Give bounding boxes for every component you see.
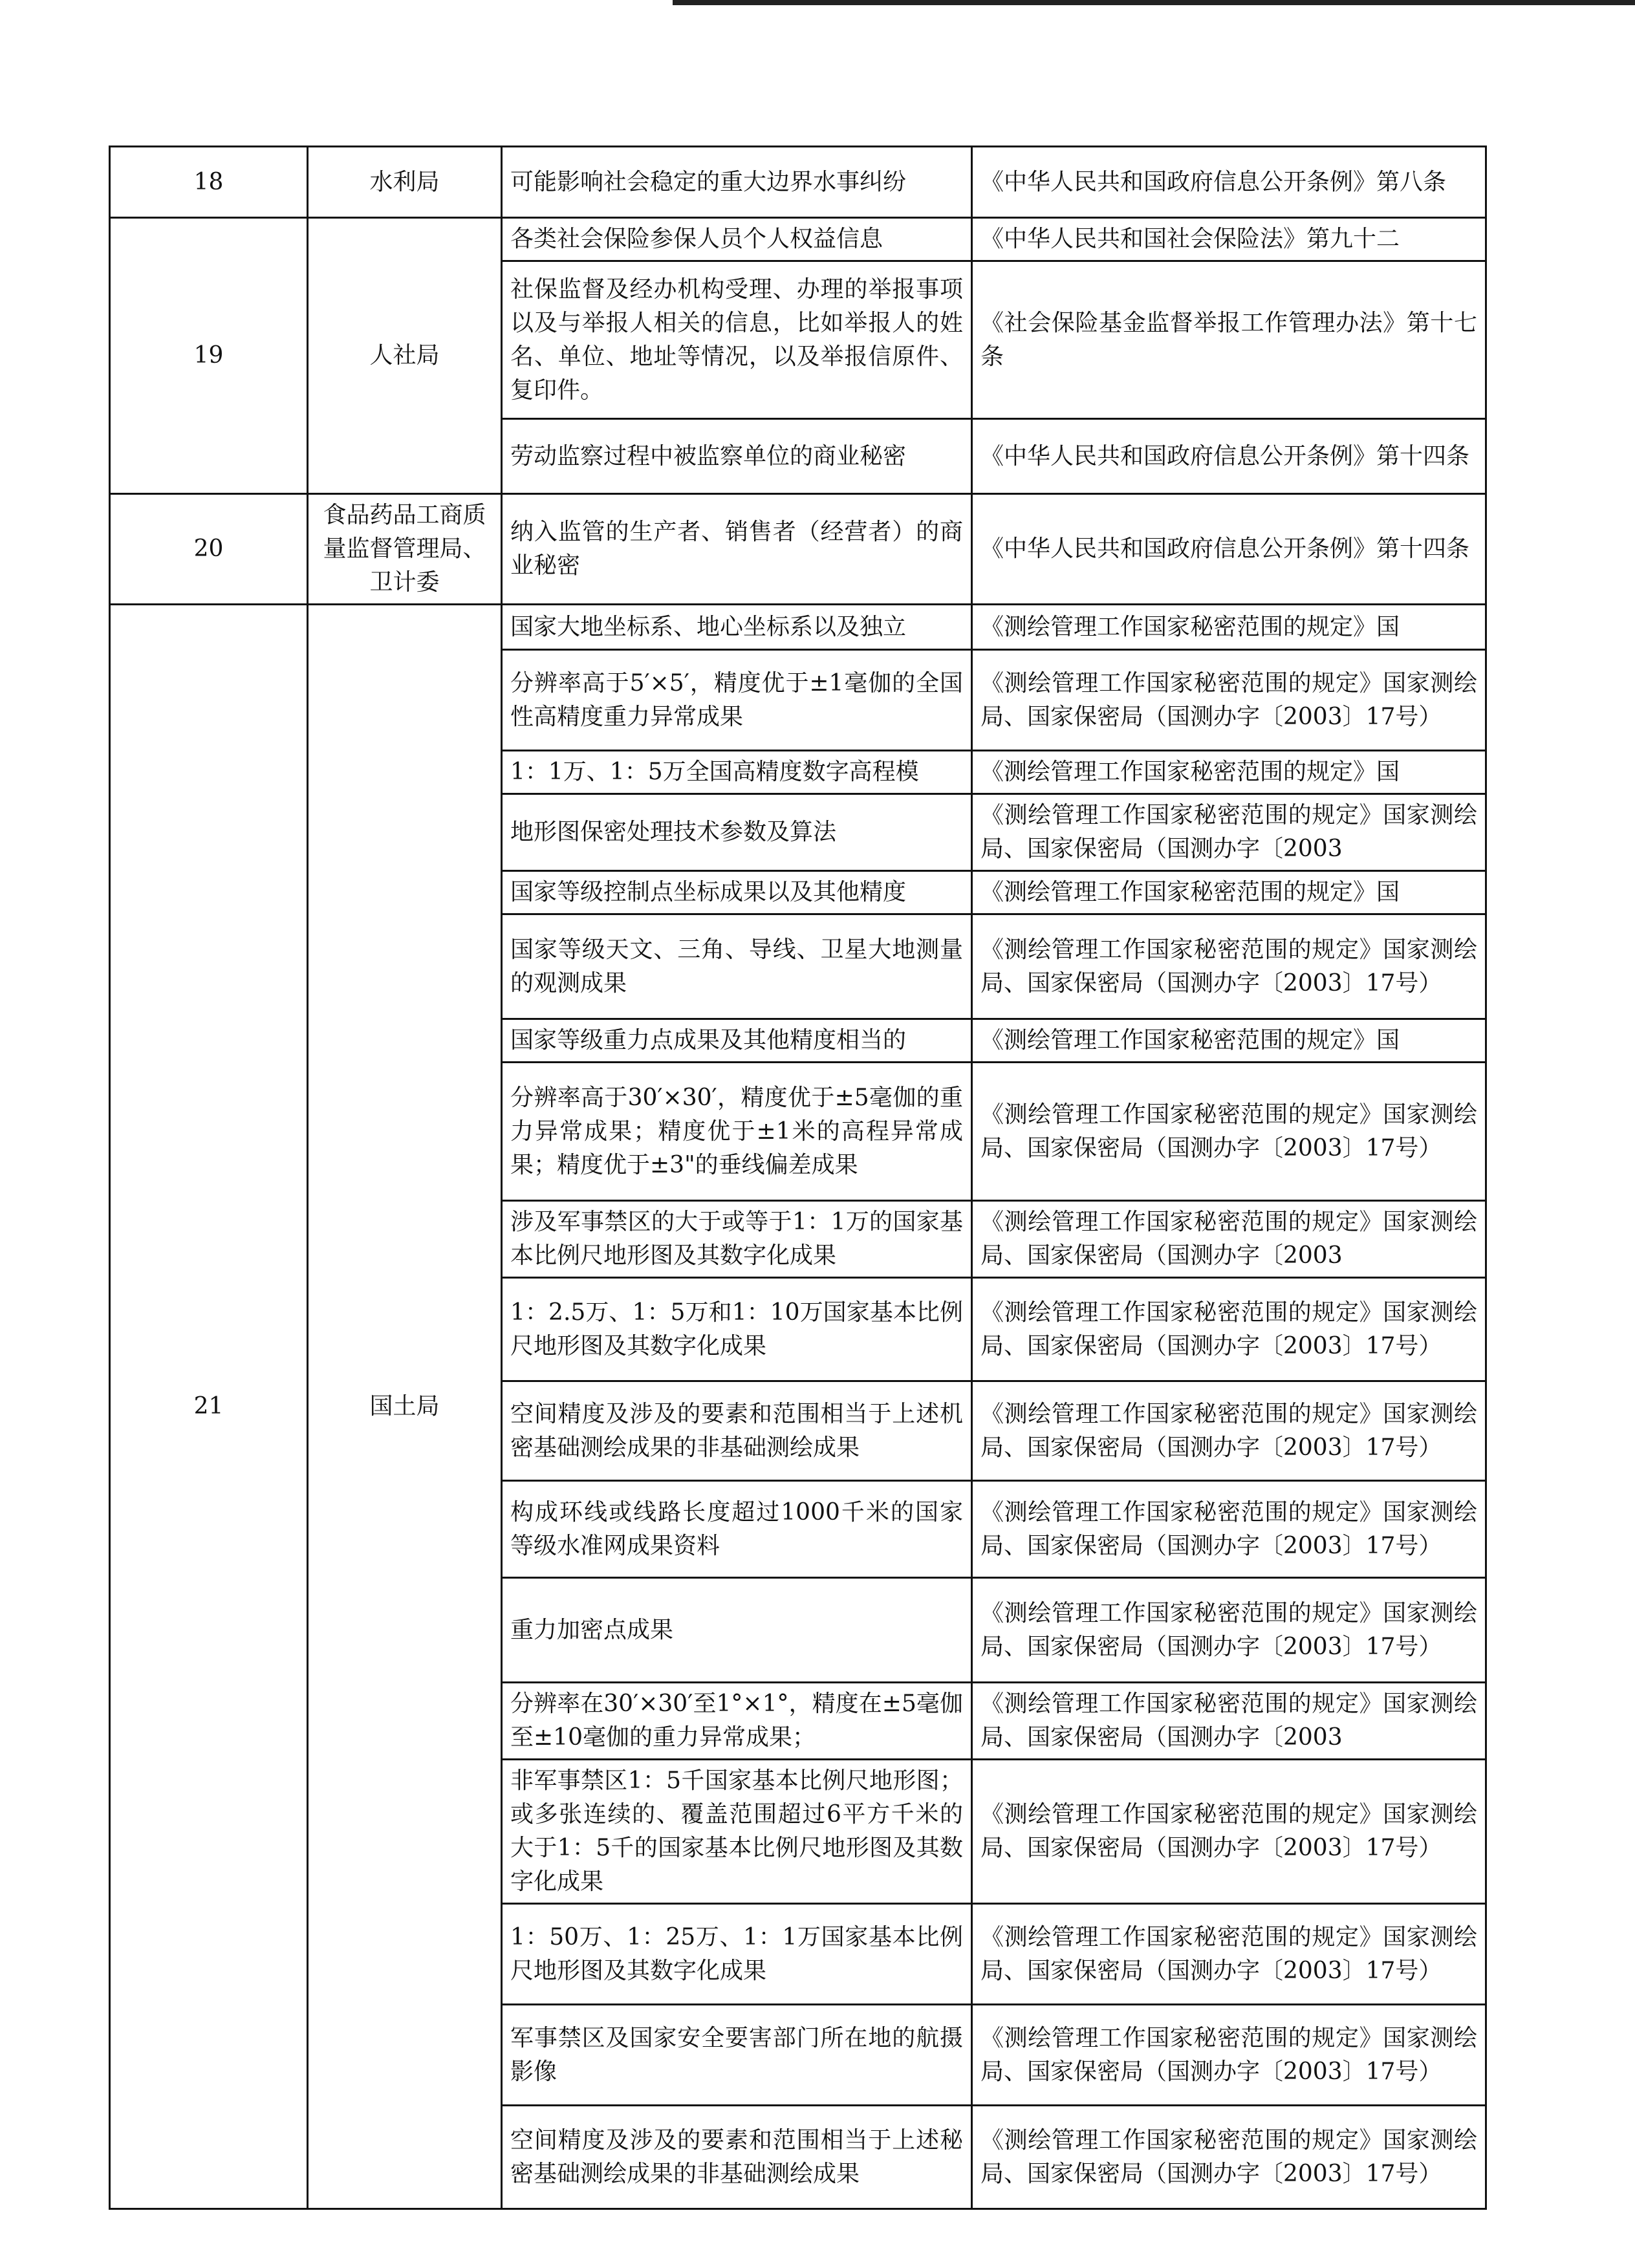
department: 人社局	[308, 218, 502, 494]
legal-basis: 《中华人民共和国社会保险法》第九十二	[972, 218, 1486, 261]
item-description: 分辨率高于30′×30′，精度优于±5毫伽的重力异常成果；精度优于±1米的高程异常成果；精度优于±3"的垂线偏差成果	[502, 1063, 972, 1201]
item-description: 1：50万、1：25万、1：1万国家基本比例尺地形图及其数字化成果	[502, 1904, 972, 2005]
item-description: 构成环线或线路长度超过1000千米的国家等级水准网成果资料	[502, 1481, 972, 1578]
table-row	[110, 218, 1486, 261]
item-description: 地形图保密处理技术参数及算法	[502, 794, 972, 871]
exemption-table	[109, 146, 1487, 2210]
legal-basis: 《测绘管理工作国家秘密范围的规定》国	[972, 1019, 1486, 1063]
legal-basis: 《测绘管理工作国家秘密范围的规定》国家测绘局、国家保密局（国测办字〔2003〕17号）	[972, 2106, 1486, 2209]
legal-basis: 《测绘管理工作国家秘密范围的规定》国	[972, 871, 1486, 914]
table-row	[110, 605, 1486, 650]
legal-basis: 《中华人民共和国政府信息公开条例》第十四条	[972, 494, 1486, 605]
item-description: 各类社会保险参保人员个人权益信息	[502, 218, 972, 261]
item-description: 国家等级重力点成果及其他精度相当的	[502, 1019, 972, 1063]
item-description: 社保监督及经办机构受理、办理的举报事项以及与举报人相关的信息，比如举报人的姓名、单位、地址等情况，以及举报信原件、复印件。	[502, 261, 972, 419]
item-description: 可能影响社会稳定的重大边界水事纠纷	[502, 147, 972, 218]
legal-basis: 《测绘管理工作国家秘密范围的规定》国家测绘局、国家保密局（国测办字〔2003〕17号）	[972, 1381, 1486, 1481]
item-description: 国家大地坐标系、地心坐标系以及独立	[502, 605, 972, 650]
legal-basis: 《测绘管理工作国家秘密范围的规定》国	[972, 605, 1486, 650]
department: 食品药品工商质量监督管理局、卫计委	[308, 494, 502, 605]
item-description: 分辨率高于5′×5′，精度优于±1毫伽的全国性高精度重力异常成果	[502, 650, 972, 751]
legal-basis: 《测绘管理工作国家秘密范围的规定》国	[972, 751, 1486, 794]
item-description: 涉及军事禁区的大于或等于1：1万的国家基本比例尺地形图及其数字化成果	[502, 1201, 972, 1278]
legal-basis: 《测绘管理工作国家秘密范围的规定》国家测绘局、国家保密局（国测办字〔2003〕17号）	[972, 914, 1486, 1019]
item-description: 分辨率在30′×30′至1°×1°，精度在±5毫伽至±10毫伽的重力异常成果；	[502, 1683, 972, 1760]
legal-basis: 《测绘管理工作国家秘密范围的规定》国家测绘局、国家保密局（国测办字〔2003〕17号）	[972, 1481, 1486, 1578]
legal-basis: 《中华人民共和国政府信息公开条例》第十四条	[972, 419, 1486, 494]
department: 国土局	[308, 605, 502, 2209]
legal-basis: 《测绘管理工作国家秘密范围的规定》国家测绘局、国家保密局（国测办字〔2003〕17号）	[972, 1278, 1486, 1381]
legal-basis: 《测绘管理工作国家秘密范围的规定》国家测绘局、国家保密局（国测办字〔2003〕17号）	[972, 650, 1486, 751]
row-number: 19	[110, 218, 308, 494]
legal-basis: 《测绘管理工作国家秘密范围的规定》国家测绘局、国家保密局（国测办字〔2003	[972, 1201, 1486, 1278]
table-row	[110, 494, 1486, 605]
item-description: 非军事禁区1：5千国家基本比例尺地形图；或多张连续的、覆盖范围超过6平方千米的大于1：5千的国家基本比例尺地形图及其数字化成果	[502, 1760, 972, 1904]
item-description: 劳动监察过程中被监察单位的商业秘密	[502, 419, 972, 494]
item-description: 1：1万、1：5万全国高精度数字高程模	[502, 751, 972, 794]
legal-basis: 《测绘管理工作国家秘密范围的规定》国家测绘局、国家保密局（国测办字〔2003〕17号）	[972, 1760, 1486, 1904]
top-rule	[673, 0, 1635, 5]
item-description: 1：2.5万、1：5万和1：10万国家基本比例尺地形图及其数字化成果	[502, 1278, 972, 1381]
legal-basis: 《测绘管理工作国家秘密范围的规定》国家测绘局、国家保密局（国测办字〔2003〕17号）	[972, 1063, 1486, 1201]
item-description: 国家等级天文、三角、导线、卫星大地测量的观测成果	[502, 914, 972, 1019]
table-row	[110, 147, 1486, 218]
row-number: 21	[110, 605, 308, 2209]
item-description: 军事禁区及国家安全要害部门所在地的航摄影像	[502, 2005, 972, 2106]
row-number: 20	[110, 494, 308, 605]
item-description: 国家等级控制点坐标成果以及其他精度	[502, 871, 972, 914]
row-number: 18	[110, 147, 308, 218]
legal-basis: 《测绘管理工作国家秘密范围的规定》国家测绘局、国家保密局（国测办字〔2003〕17号）	[972, 1578, 1486, 1683]
item-description: 纳入监管的生产者、销售者（经营者）的商业秘密	[502, 494, 972, 605]
item-description: 重力加密点成果	[502, 1578, 972, 1683]
department: 水利局	[308, 147, 502, 218]
legal-basis: 《社会保险基金监督举报工作管理办法》第十七条	[972, 261, 1486, 419]
legal-basis: 《中华人民共和国政府信息公开条例》第八条	[972, 147, 1486, 218]
legal-basis: 《测绘管理工作国家秘密范围的规定》国家测绘局、国家保密局（国测办字〔2003〕17号）	[972, 2005, 1486, 2106]
legal-basis: 《测绘管理工作国家秘密范围的规定》国家测绘局、国家保密局（国测办字〔2003	[972, 794, 1486, 871]
legal-basis: 《测绘管理工作国家秘密范围的规定》国家测绘局、国家保密局（国测办字〔2003〕17号）	[972, 1904, 1486, 2005]
item-description: 空间精度及涉及的要素和范围相当于上述秘密基础测绘成果的非基础测绘成果	[502, 2106, 972, 2209]
legal-basis: 《测绘管理工作国家秘密范围的规定》国家测绘局、国家保密局（国测办字〔2003	[972, 1683, 1486, 1760]
item-description: 空间精度及涉及的要素和范围相当于上述机密基础测绘成果的非基础测绘成果	[502, 1381, 972, 1481]
